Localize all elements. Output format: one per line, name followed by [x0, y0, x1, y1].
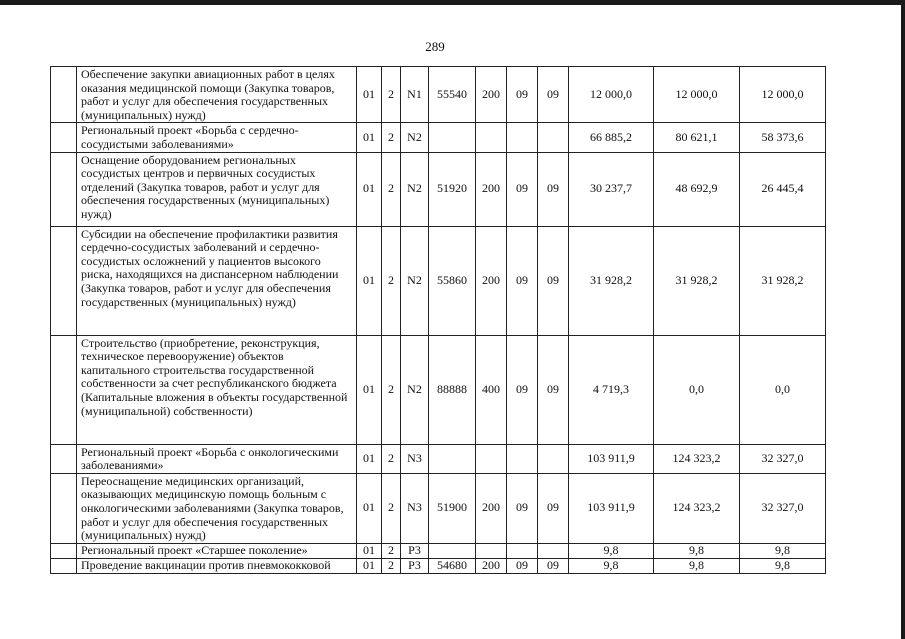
direction-code-cell: 88888: [429, 335, 476, 444]
item-name-cell: Проведение вакцинации против пневмококковой: [77, 558, 357, 573]
chapter-cell: 09: [507, 67, 538, 123]
item-name-cell: Оснащение оборудованием региональных сосудистых центров и первичных сосудистых отделений (Закупка товаров, работ и услуг для обеспечения государственных (муниципальных) нужд): [77, 152, 357, 226]
direction-code-cell: 51920: [429, 152, 476, 226]
subsection-cell: 2: [382, 67, 401, 123]
chapter-cell: [507, 543, 538, 558]
program-code-cell: N2: [401, 226, 429, 335]
amount-year2-cell: 12 000,0: [654, 67, 740, 123]
program-code-cell: N1: [401, 67, 429, 123]
subchapter-cell: [538, 123, 569, 152]
amount-year3-cell: 12 000,0: [740, 67, 826, 123]
amount-year2-cell: 0,0: [654, 335, 740, 444]
budget-table: [50, 66, 826, 574]
margin-cell: [51, 473, 77, 543]
subchapter-cell: 09: [538, 152, 569, 226]
subsection-cell: 2: [382, 226, 401, 335]
chapter-cell: 09: [507, 226, 538, 335]
margin-cell: [51, 152, 77, 226]
section-code-cell: 01: [357, 226, 382, 335]
chapter-cell: 09: [507, 335, 538, 444]
expense-type-cell: 200: [476, 558, 507, 573]
expense-type-cell: 400: [476, 335, 507, 444]
program-code-cell: N3: [401, 444, 429, 473]
scan-top-edge: [0, 0, 905, 5]
table-row: [51, 335, 826, 444]
amount-year1-cell: 9,8: [569, 558, 654, 573]
direction-code-cell: [429, 444, 476, 473]
section-code-cell: 01: [357, 152, 382, 226]
amount-year1-cell: 30 237,7: [569, 152, 654, 226]
expense-type-cell: 200: [476, 67, 507, 123]
subchapter-cell: 09: [538, 558, 569, 573]
expense-type-cell: 200: [476, 473, 507, 543]
subchapter-cell: 09: [538, 226, 569, 335]
subsection-cell: 2: [382, 543, 401, 558]
page-number: 289: [425, 39, 445, 54]
section-code-cell: 01: [357, 558, 382, 573]
item-name-cell: Обеспечение закупки авиационных работ в целях оказания медицинской помощи (Закупка товаров, работ и услуг для обеспечения государственных (муниципальных) нужд): [77, 67, 357, 123]
direction-code-cell: [429, 123, 476, 152]
amount-year3-cell: 58 373,6: [740, 123, 826, 152]
program-code-cell: N2: [401, 152, 429, 226]
amount-year3-cell: 0,0: [740, 335, 826, 444]
program-code-cell: N2: [401, 123, 429, 152]
program-code-cell: N3: [401, 473, 429, 543]
direction-code-cell: 51900: [429, 473, 476, 543]
subsection-cell: 2: [382, 152, 401, 226]
chapter-cell: 09: [507, 558, 538, 573]
subchapter-cell: 09: [538, 67, 569, 123]
item-name-cell: Региональный проект «Борьба с онкологическими заболеваниями»: [77, 444, 357, 473]
program-code-cell: N2: [401, 335, 429, 444]
table-row: [51, 152, 826, 226]
margin-cell: [51, 558, 77, 573]
expense-type-cell: [476, 444, 507, 473]
section-code-cell: 01: [357, 67, 382, 123]
item-name-cell: Региональный проект «Борьба с сердечно-сосудистыми заболеваниями»: [77, 123, 357, 152]
amount-year3-cell: 26 445,4: [740, 152, 826, 226]
subsection-cell: 2: [382, 473, 401, 543]
amount-year2-cell: 31 928,2: [654, 226, 740, 335]
expense-type-cell: 200: [476, 226, 507, 335]
subsection-cell: 2: [382, 444, 401, 473]
amount-year1-cell: 103 911,9: [569, 444, 654, 473]
chapter-cell: 09: [507, 473, 538, 543]
amount-year2-cell: 9,8: [654, 558, 740, 573]
table-row: [51, 123, 826, 152]
amount-year1-cell: 4 719,3: [569, 335, 654, 444]
chapter-cell: [507, 123, 538, 152]
table-row: [51, 444, 826, 473]
margin-cell: [51, 543, 77, 558]
item-name-cell: Субсидии на обеспечение профилактики развития сердечно-сосудистых заболеваний и сердечно-сосудистых осложнений у пациентов высокого риска, находящихся на диспансерном наблюдении (Закупка товаров, работ и услуг для обеспечения государственных (муниципальных) нужд): [77, 226, 357, 335]
section-code-cell: 01: [357, 444, 382, 473]
subsection-cell: 2: [382, 335, 401, 444]
program-code-cell: P3: [401, 543, 429, 558]
table-row: [51, 473, 826, 543]
margin-cell: [51, 67, 77, 123]
margin-cell: [51, 226, 77, 335]
table-body: [51, 67, 826, 574]
expense-type-cell: 200: [476, 152, 507, 226]
direction-code-cell: [429, 543, 476, 558]
subchapter-cell: 09: [538, 335, 569, 444]
table-row: [51, 226, 826, 335]
scan-right-edge: [901, 0, 905, 639]
program-code-cell: P3: [401, 558, 429, 573]
direction-code-cell: 55540: [429, 67, 476, 123]
chapter-cell: [507, 444, 538, 473]
table-row: [51, 543, 826, 558]
chapter-cell: 09: [507, 152, 538, 226]
section-code-cell: 01: [357, 543, 382, 558]
expense-type-cell: [476, 543, 507, 558]
table-row: [51, 67, 826, 123]
amount-year3-cell: 9,8: [740, 558, 826, 573]
amount-year2-cell: 124 323,2: [654, 444, 740, 473]
amount-year1-cell: 66 885,2: [569, 123, 654, 152]
amount-year1-cell: 9,8: [569, 543, 654, 558]
amount-year2-cell: 80 621,1: [654, 123, 740, 152]
amount-year3-cell: 32 327,0: [740, 444, 826, 473]
amount-year2-cell: 48 692,9: [654, 152, 740, 226]
margin-cell: [51, 444, 77, 473]
item-name-cell: Региональный проект «Старшее поколение»: [77, 543, 357, 558]
amount-year1-cell: 103 911,9: [569, 473, 654, 543]
amount-year2-cell: 9,8: [654, 543, 740, 558]
subchapter-cell: [538, 543, 569, 558]
margin-cell: [51, 123, 77, 152]
direction-code-cell: 54680: [429, 558, 476, 573]
subchapter-cell: [538, 444, 569, 473]
item-name-cell: Строительство (приобретение, реконструкция, техническое перевооружение) объектов капитального строительства государственной собственности за счет республиканского бюджета (Капитальные вложения в объекты государственной (муниципальной) собственности): [77, 335, 357, 444]
margin-cell: [51, 335, 77, 444]
item-name-cell: Переоснащение медицинских организаций, оказывающих медицинскую помощь больным с онкологическими заболеваниями (Закупка товаров, работ и услуг для обеспечения государственных (муниципальных) нужд): [77, 473, 357, 543]
amount-year2-cell: 124 323,2: [654, 473, 740, 543]
expense-type-cell: [476, 123, 507, 152]
subsection-cell: 2: [382, 558, 401, 573]
section-code-cell: 01: [357, 335, 382, 444]
subsection-cell: 2: [382, 123, 401, 152]
amount-year3-cell: 9,8: [740, 543, 826, 558]
amount-year1-cell: 12 000,0: [569, 67, 654, 123]
amount-year3-cell: 32 327,0: [740, 473, 826, 543]
section-code-cell: 01: [357, 123, 382, 152]
amount-year3-cell: 31 928,2: [740, 226, 826, 335]
subchapter-cell: 09: [538, 473, 569, 543]
amount-year1-cell: 31 928,2: [569, 226, 654, 335]
table-row: [51, 558, 826, 573]
section-code-cell: 01: [357, 473, 382, 543]
direction-code-cell: 55860: [429, 226, 476, 335]
